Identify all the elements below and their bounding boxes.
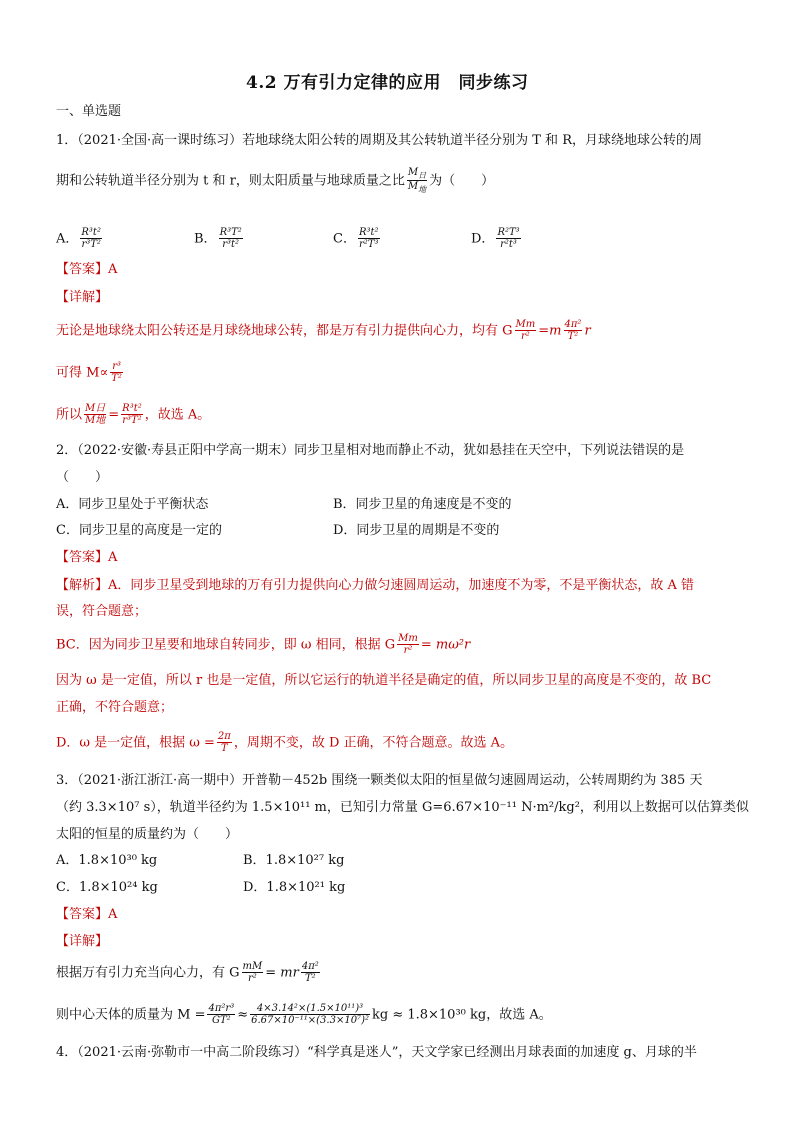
q1-ratio-fraction: $\frac{M_日}{M_地}$ [407, 167, 427, 194]
q2-analysis-line3: BC．因为同步卫星要和地球自转同步，即 ω 相同，根据 G $\frac{Mm}{\text{r²}}$ = mω²r [56, 633, 471, 656]
q1-detail-line3: 所以 $\frac{\text{M日}}{\text{M地}}$ = $\frac{\text{R³t²}}{\text{r³T²}}$ ，故选 A。 [56, 403, 211, 426]
section-heading: 一、单选题 [56, 104, 122, 119]
q1-detail-line1: 无论是地球绕太阳公转还是月球绕地球公转，都是万有引力提供向心力，均有 G $\frac{Mm}{\text{r²}}$ =m $\frac{\text{4π²}}{\text{T²}}$ r [56, 319, 591, 342]
q2-stem-line1: 2．（2022·安徽·寿县正阳中学高一期末）同步卫星相对地而静止不动，犹如悬挂在天空中，下列说法错误的是 [56, 443, 685, 458]
q1-detail-line2: 可得 M∝ $\frac{\text{r³}}{\text{T²}}$ [56, 361, 122, 384]
q3-stem-line1: 3．（2021·浙江浙江·高一期中）开普勒－452b 围绕一颗类似太阳的恒星做匀速圆周运动，公转周期约为 385 天 [56, 773, 703, 788]
q2-analysis-line2: 误，符合题意； [56, 604, 148, 619]
q1-option-a: A． $\frac{\text{R³t²}}{\text{r³T²}}$ [56, 227, 101, 250]
q2-option-b: B．同步卫星的角速度是不变的 [333, 497, 512, 512]
q1-stem-text: 期和公转轨道半径分别为 t 和 r，则太阳质量与地球质量之比 [56, 173, 405, 189]
q2-option-d: D．同步卫星的周期是不变的 [333, 523, 500, 538]
q3-option-a: A．1.8×10³⁰ kg [56, 853, 158, 868]
q3-detail-line2: 则中心天体的质量为 M = $\frac{\text{4π²r³}}{\text{GT²}}$ ≈ $\frac{\text{4×3.14²×(1.5×10¹¹)³}}{\text{6.67×10⁻¹¹×(3.3×10⁷)²}}$ kg ≈ 1.8×10³⁰ kg，故选 A。 [56, 1003, 552, 1026]
q1-stem-line1: 1．（2021·全国·高一课时练习）若地球绕太阳公转的周期及其公转轨道半径分别为 T 和 R，月球绕地球公转的周 [56, 133, 702, 148]
q2-analysis-line5: 正确，不符合题意； [56, 700, 174, 715]
q1-stem-line2 [56, 168, 494, 194]
q3-option-b: B．1.8×10²⁷ kg [243, 853, 345, 868]
q2-stem-line2: （ ） [56, 470, 109, 485]
q1-option-b: B． $\frac{\text{R³T²}}{\text{r³t²}}$ [194, 227, 242, 250]
q2-answer: 【答案】A [56, 550, 118, 565]
q2-analysis-line6: D．ω 是一定值，根据 ω = $\frac{2\pi}{T}$ ，周期不变，故 D 正确，不符合题意。故选 A。 [56, 731, 514, 754]
page-title: 4.2 万有引力定律的应用 同步练习 [246, 73, 529, 93]
q3-answer: 【答案】A [56, 907, 118, 922]
q3-detail-line1: 根据万有引力充当向心力，有 G $\frac{mM}{\text{r²}}$ = mr $\frac{\text{4π²}}{\text{T²}}$ [56, 961, 319, 984]
q3-stem-line2: （约 3.3×10⁷ s），轨道半径约为 1.5×10¹¹ m，已知引力常量 G=6.67×10⁻¹¹ N·m²/kg²，利用以上数据可以估算类似 [56, 800, 749, 815]
q1-stem-end: 为（ ） [429, 173, 495, 189]
q2-option-c: C．同步卫星的高度是一定的 [56, 523, 222, 538]
q4-stem-line1: 4．（2021·云南·弥勒市一中高二阶段练习）“科学真是迷人”，天文学家已经测出月球表面的加速度 g、月球的半 [56, 1045, 697, 1060]
q3-option-c: C．1.8×10²⁴ kg [56, 880, 158, 895]
q3-detail-tag: 【详解】 [56, 934, 109, 949]
q1-answer: 【答案】A [56, 262, 118, 277]
q2-option-a: A．同步卫星处于平衡状态 [56, 497, 209, 512]
q3-stem-line3: 太阳的恒星的质量约为（ ） [56, 827, 239, 842]
q1-option-c: C． $\frac{\text{R³t²}}{\text{r²T³}}$ [333, 227, 379, 250]
q2-analysis-line4: 因为 ω 是一定值，所以 r 也是一定值，所以它运行的轨道半径是确定的值，所以同步卫星的高度是不变的，故 BC [56, 673, 712, 688]
q3-option-d: D．1.8×10²¹ kg [243, 880, 346, 895]
q1-option-d: D． $\frac{\text{R²T³}}{\text{r²t³}}$ [471, 227, 520, 250]
q2-analysis-line1: 【解析】A．同步卫星受到地球的万有引力提供向心力做匀速圆周运动，加速度不为零，不是平衡状态，故 A 错 [56, 578, 695, 593]
q1-detail-tag: 【详解】 [56, 290, 109, 305]
